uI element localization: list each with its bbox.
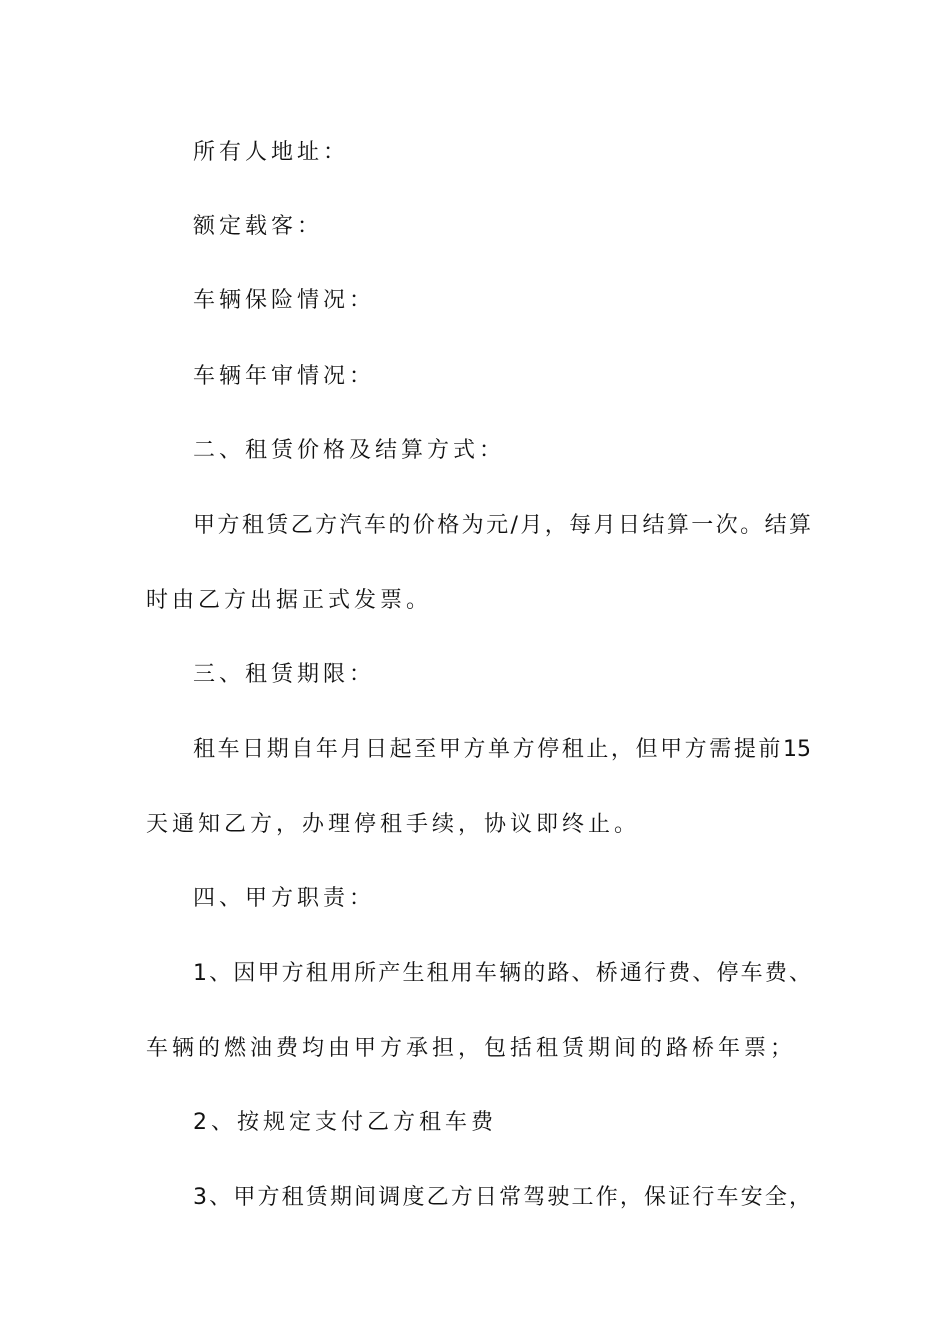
lease-term-line-2: 天通知乙方，办理停租手续，协议即终止。: [146, 812, 641, 837]
section-two-heading: 二、租赁价格及结算方式：: [193, 438, 506, 463]
vehicle-insurance-label: 车辆保险情况：: [193, 288, 376, 313]
rated-passengers-label: 额定载客：: [193, 214, 324, 239]
owner-address-label: 所有人地址：: [193, 140, 350, 165]
price-paragraph-line-1: 甲方租赁乙方汽车的价格为元/月，每月日结算一次。结算: [193, 513, 811, 538]
duty-one-line-2: 车辆的燃油费均由甲方承担，包括租赁期间的路桥年票；: [146, 1036, 797, 1061]
vehicle-annual-inspection-label: 车辆年审情况：: [193, 364, 376, 389]
lease-term-line-1: 租车日期自年月日起至甲方单方停租止，但甲方需提前15: [193, 737, 811, 762]
duty-three-line-1: 3、甲方租赁期间调度乙方日常驾驶工作，保证行车安全，: [193, 1185, 811, 1210]
duty-two: 2、按规定支付乙方租车费: [193, 1110, 497, 1135]
duty-one-line-1: 1、因甲方租用所产生租用车辆的路、桥通行费、停车费、: [193, 961, 811, 986]
section-three-heading: 三、租赁期限：: [193, 662, 376, 687]
price-paragraph-line-2: 时由乙方出据正式发票。: [146, 588, 433, 613]
section-four-heading: 四、甲方职责：: [193, 886, 376, 911]
